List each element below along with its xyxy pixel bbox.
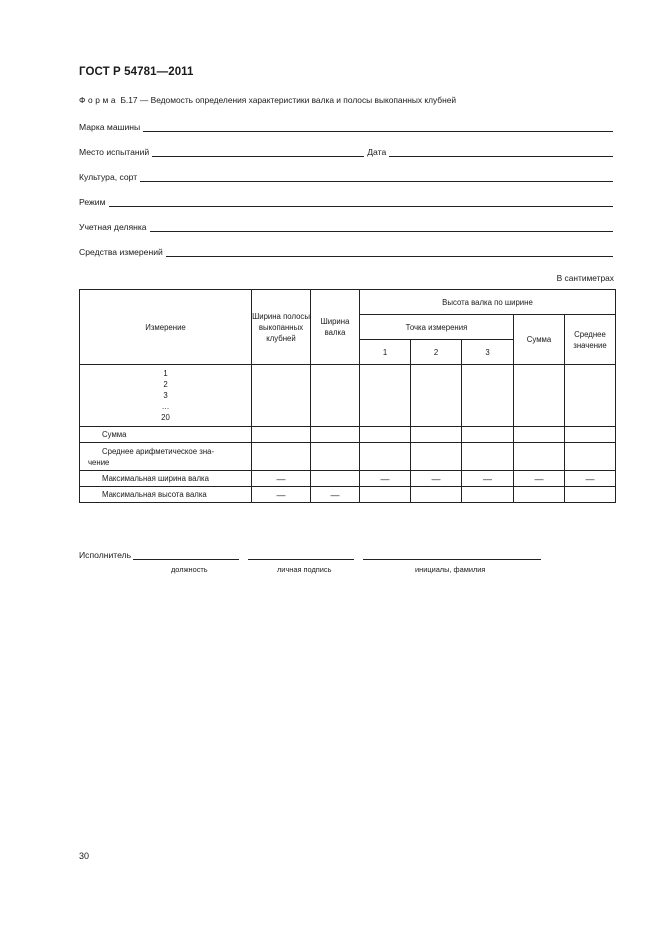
cell[interactable]: [311, 365, 360, 427]
dash-cell: —: [411, 471, 462, 487]
row-label: 2: [163, 380, 168, 389]
cell[interactable]: [565, 365, 616, 427]
row-mean-label: [80, 443, 252, 471]
cell[interactable]: [311, 443, 360, 471]
standard-number: ГОСТ Р 54781—2011: [79, 66, 194, 78]
field-crop-label: Культура, сорт: [79, 172, 138, 182]
header-point: Точка измерения: [360, 315, 514, 340]
field-crop-line[interactable]: [140, 172, 613, 182]
cell[interactable]: [252, 365, 311, 427]
signature-block: [79, 550, 541, 560]
page-number: 30: [79, 851, 90, 861]
cell[interactable]: [252, 443, 311, 471]
cell[interactable]: [514, 487, 565, 503]
row-label: 3: [163, 391, 168, 400]
cell[interactable]: [311, 427, 360, 443]
measurement-table: [79, 289, 616, 503]
field-plot: [79, 220, 613, 232]
cell[interactable]: [360, 443, 411, 471]
signature-label: Исполнитель: [79, 550, 132, 560]
field-date-label: Дата: [367, 147, 387, 157]
row-mean-line1: Среднее арифметическое зна-: [102, 446, 215, 456]
table-row: [80, 443, 616, 471]
field-instruments-label: Средства измерений: [79, 247, 163, 257]
header-strip-width: Ширина полосы выкопанных клубней: [252, 290, 311, 365]
name-line[interactable]: [363, 550, 541, 560]
units-note: В сантиметрах: [556, 273, 614, 283]
field-date-line[interactable]: [389, 147, 613, 157]
row-list: [80, 365, 252, 427]
row-label: 1: [163, 369, 168, 378]
header-mean: Среднее значение: [565, 315, 616, 365]
cell[interactable]: [514, 365, 565, 427]
cell[interactable]: [411, 487, 462, 503]
cell[interactable]: [360, 427, 411, 443]
caption-name: инициалы, фамилия: [415, 565, 486, 574]
cell[interactable]: [565, 443, 616, 471]
field-place-label: Место испытаний: [79, 147, 150, 157]
cell[interactable]: [411, 427, 462, 443]
dash-cell: —: [252, 471, 311, 487]
header-windrow-width: Ширина валка: [311, 290, 360, 365]
field-instruments-line[interactable]: [166, 247, 613, 257]
table-row: [80, 365, 616, 427]
table-row: [80, 427, 616, 443]
cell[interactable]: [462, 427, 514, 443]
table-row: [80, 487, 616, 503]
form-number: Б.17: [120, 95, 138, 105]
header-point-2: 2: [411, 340, 462, 365]
cell[interactable]: [252, 427, 311, 443]
form-caption: — Ведомость определения характеристики валка и полосы выкопанных клубней: [139, 95, 457, 105]
row-label: …: [161, 402, 170, 411]
field-mode-label: Режим: [79, 197, 106, 207]
header-point-1: 1: [360, 340, 411, 365]
cell[interactable]: [360, 365, 411, 427]
cell[interactable]: [411, 365, 462, 427]
field-instruments: [79, 245, 613, 257]
caption-position: должность: [171, 565, 208, 574]
form-title: [79, 95, 456, 105]
field-place-date: [79, 145, 613, 157]
cell[interactable]: [514, 427, 565, 443]
field-machine-line[interactable]: [143, 122, 613, 132]
row-max-width-label: Максимальная ширина валка: [80, 471, 252, 487]
cell[interactable]: [462, 443, 514, 471]
cell[interactable]: [311, 471, 360, 487]
signature-line[interactable]: [248, 550, 354, 560]
cell[interactable]: [565, 487, 616, 503]
dash-cell: —: [252, 487, 311, 503]
cell[interactable]: [411, 443, 462, 471]
field-machine: [79, 120, 613, 132]
header-sum: Сумма: [514, 315, 565, 365]
table-row: [80, 471, 616, 487]
field-crop: [79, 170, 613, 182]
cell[interactable]: [462, 487, 514, 503]
field-machine-label: Марка машины: [79, 122, 141, 132]
cell[interactable]: [565, 427, 616, 443]
row-label: 20: [161, 413, 170, 422]
row-mean-line2: чение: [88, 457, 110, 467]
form-word: Форма: [79, 95, 119, 105]
cell[interactable]: [360, 487, 411, 503]
field-plot-label: Учетная делянка: [79, 222, 147, 232]
field-mode: [79, 195, 613, 207]
row-max-height-label: Максимальная высота валка: [80, 487, 252, 503]
header-point-3: 3: [462, 340, 514, 365]
header-windrow-height: Высота валка по ширине: [360, 290, 616, 315]
dash-cell: —: [514, 471, 565, 487]
cell[interactable]: [462, 365, 514, 427]
dash-cell: —: [311, 487, 360, 503]
field-place-line[interactable]: [152, 147, 364, 157]
row-sum-label: Сумма: [80, 427, 252, 443]
dash-cell: —: [565, 471, 616, 487]
dash-cell: —: [360, 471, 411, 487]
cell[interactable]: [514, 443, 565, 471]
dash-cell: —: [462, 471, 514, 487]
field-plot-line[interactable]: [150, 222, 613, 232]
position-line[interactable]: [133, 550, 239, 560]
header-measurement: Измерение: [80, 290, 252, 365]
field-mode-line[interactable]: [109, 197, 614, 207]
caption-sign: личная подпись: [277, 565, 332, 574]
